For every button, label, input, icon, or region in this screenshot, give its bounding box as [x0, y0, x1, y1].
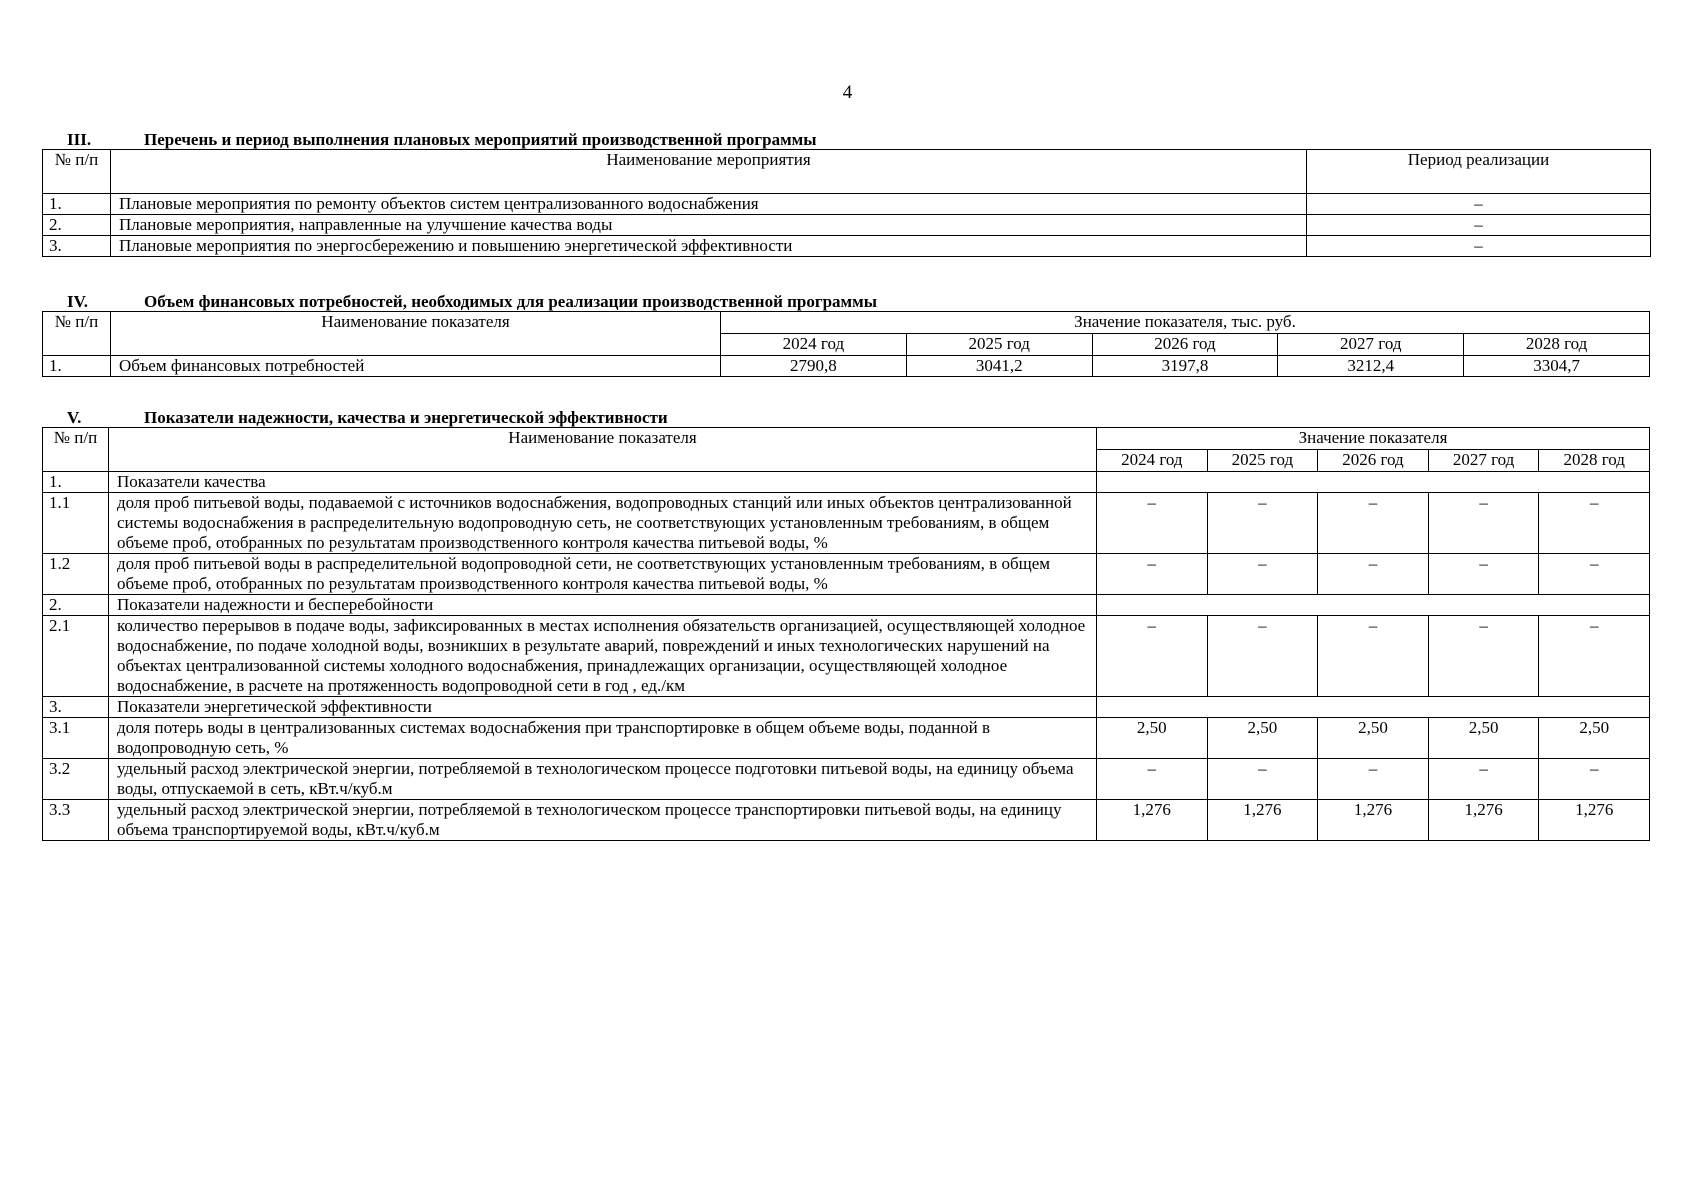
col-header-name: Наименование мероприятия	[111, 150, 1307, 194]
year-header: 2026 год	[1318, 450, 1429, 472]
table-row	[43, 493, 1650, 554]
value-cell: 1,276	[1318, 800, 1429, 841]
indicator-name: доля потерь воды в централизованных системах водоснабжения при транспортировке в общем объеме воды, поданной в водопроводную сеть, %	[109, 718, 1097, 759]
section-5-number: V.	[67, 408, 82, 427]
table-row	[43, 718, 1650, 759]
value-cell: –	[1097, 759, 1208, 800]
activity-name: Плановые мероприятия по энергосбережению и повышению энергетической эффективности	[111, 236, 1307, 257]
group-empty-cell	[1097, 697, 1650, 718]
row-number: 3.	[43, 236, 111, 257]
section-3-number: III.	[67, 130, 92, 149]
row-number: 2.	[43, 595, 109, 616]
row-number: 2.	[43, 215, 111, 236]
indicator-name: доля проб питьевой воды, подаваемой с источников водоснабжения, водопроводных станций или иных объектов централизованной системы водоснабжения в распределительную водопроводную сеть, не соответствующих установленным требованиям, в общем объеме проб, отобранных по результатам производственного контроля качества питьевой воды, %	[109, 493, 1097, 554]
col-header-num: № п/п	[43, 312, 111, 356]
value-cell: 2790,8	[721, 356, 907, 377]
activity-name: Плановые мероприятия, направленные на улучшение качества воды	[111, 215, 1307, 236]
indicator-name: количество перерывов в подаче воды, зафиксированных в местах исполнения обязательств организацией, осуществляющей холодное водоснабжение, по подаче холодной воды, возникших в результате аварий, повреждений и иных технологических нарушений на объектах централизованной системы холодного водоснабжения, принадлежащих организации, осуществляющей холодное водоснабжение, в расчете на протяженность водопроводной сети в год , ед./км	[109, 616, 1097, 697]
group-empty-cell	[1097, 472, 1650, 493]
activity-name: Плановые мероприятия по ремонту объектов систем централизованного водоснабжения	[111, 194, 1307, 215]
group-name: Показатели качества	[109, 472, 1097, 493]
year-header: 2024 год	[1097, 450, 1208, 472]
finance-table	[42, 311, 1650, 377]
value-cell: –	[1539, 493, 1650, 554]
year-header: 2028 год	[1539, 450, 1650, 472]
table-row	[43, 759, 1650, 800]
indicators-header-row	[43, 428, 1650, 450]
finance-header-row	[43, 312, 1650, 334]
row-number: 1.	[43, 194, 111, 215]
value-cell: 1,276	[1097, 800, 1208, 841]
value-cell: 2,50	[1318, 718, 1429, 759]
value-cell: –	[1097, 554, 1208, 595]
value-cell: –	[1428, 616, 1539, 697]
value-cell: 3212,4	[1278, 356, 1464, 377]
col-header-name: Наименование показателя	[111, 312, 721, 356]
row-number: 1.1	[43, 493, 109, 554]
period-value: –	[1307, 194, 1651, 215]
table-row	[43, 194, 1651, 215]
group-row	[43, 697, 1650, 718]
year-header: 2028 год	[1464, 334, 1650, 356]
row-number: 1.2	[43, 554, 109, 595]
col-header-period: Период реализации	[1307, 150, 1651, 194]
row-number: 3.1	[43, 718, 109, 759]
indicator-name: удельный расход электрической энергии, потребляемой в технологическом процессе подготовки питьевой воды, на единицу объема воды, отпускаемой в сеть, кВт.ч/куб.м	[109, 759, 1097, 800]
value-cell: –	[1207, 493, 1318, 554]
value-cell: –	[1097, 493, 1208, 554]
table-row	[43, 236, 1651, 257]
group-row	[43, 595, 1650, 616]
period-value: –	[1307, 236, 1651, 257]
group-name: Показатели надежности и бесперебойности	[109, 595, 1097, 616]
value-cell: –	[1428, 554, 1539, 595]
year-header: 2024 год	[721, 334, 907, 356]
year-header: 2026 год	[1092, 334, 1278, 356]
section-5	[42, 408, 1650, 841]
value-cell: –	[1318, 493, 1429, 554]
value-cell: –	[1539, 616, 1650, 697]
value-cell: –	[1207, 554, 1318, 595]
value-cell: 3041,2	[906, 356, 1092, 377]
section-3-title-text: Перечень и период выполнения плановых мероприятий производственной программы	[144, 130, 817, 149]
row-number: 1.	[43, 356, 111, 377]
value-cell: 2,50	[1539, 718, 1650, 759]
col-header-num: № п/п	[43, 428, 109, 472]
row-number: 1.	[43, 472, 109, 493]
activities-header-row	[43, 150, 1651, 194]
col-header-value: Значение показателя, тыс. руб.	[721, 312, 1650, 334]
year-header: 2025 год	[1207, 450, 1318, 472]
value-cell: –	[1207, 759, 1318, 800]
row-number: 2.1	[43, 616, 109, 697]
value-cell: 2,50	[1428, 718, 1539, 759]
activities-table	[42, 149, 1651, 257]
row-number: 3.2	[43, 759, 109, 800]
value-cell: 1,276	[1428, 800, 1539, 841]
value-cell: –	[1539, 554, 1650, 595]
value-cell: –	[1207, 616, 1318, 697]
page-number: 4	[842, 82, 853, 103]
year-header: 2025 год	[906, 334, 1092, 356]
table-row	[43, 800, 1650, 841]
section-4-title	[42, 292, 1650, 311]
value-cell: –	[1539, 759, 1650, 800]
col-header-num: № п/п	[43, 150, 111, 194]
value-cell: 1,276	[1539, 800, 1650, 841]
value-cell: –	[1318, 554, 1429, 595]
value-cell: 1,276	[1207, 800, 1318, 841]
value-cell: 2,50	[1207, 718, 1318, 759]
value-cell: –	[1318, 759, 1429, 800]
section-3	[42, 130, 1650, 257]
row-number: 3.3	[43, 800, 109, 841]
group-name: Показатели энергетической эффективности	[109, 697, 1097, 718]
section-4	[42, 292, 1650, 377]
year-header: 2027 год	[1428, 450, 1539, 472]
table-row	[43, 554, 1650, 595]
section-3-title	[42, 130, 1650, 149]
indicator-name: Объем финансовых потребностей	[111, 356, 721, 377]
value-cell: 2,50	[1097, 718, 1208, 759]
group-row	[43, 472, 1650, 493]
section-4-title-text: Объем финансовых потребностей, необходимых для реализации производственной программы	[144, 292, 877, 311]
year-header: 2027 год	[1278, 334, 1464, 356]
value-cell: –	[1097, 616, 1208, 697]
table-row	[43, 356, 1650, 377]
col-header-value: Значение показателя	[1097, 428, 1650, 450]
indicators-table	[42, 427, 1650, 841]
section-5-title	[42, 408, 1650, 427]
group-empty-cell	[1097, 595, 1650, 616]
indicator-name: удельный расход электрической энергии, потребляемой в технологическом процессе транспортировки питьевой воды, на единицу объема транспортируемой воды, кВт.ч/куб.м	[109, 800, 1097, 841]
value-cell: –	[1428, 759, 1539, 800]
section-5-title-text: Показатели надежности, качества и энергетической эффективности	[144, 408, 668, 427]
section-4-number: IV.	[67, 292, 88, 311]
table-row	[43, 215, 1651, 236]
indicator-name: доля проб питьевой воды в распределительной водопроводной сети, не соответствующих установленным требованиям, в общем объеме проб, отобранных по результатам производственного контроля качества питьевой воды, %	[109, 554, 1097, 595]
table-row	[43, 616, 1650, 697]
value-cell: –	[1428, 493, 1539, 554]
value-cell: 3304,7	[1464, 356, 1650, 377]
col-header-name: Наименование показателя	[109, 428, 1097, 472]
period-value: –	[1307, 215, 1651, 236]
value-cell: 3197,8	[1092, 356, 1278, 377]
value-cell: –	[1318, 616, 1429, 697]
row-number: 3.	[43, 697, 109, 718]
